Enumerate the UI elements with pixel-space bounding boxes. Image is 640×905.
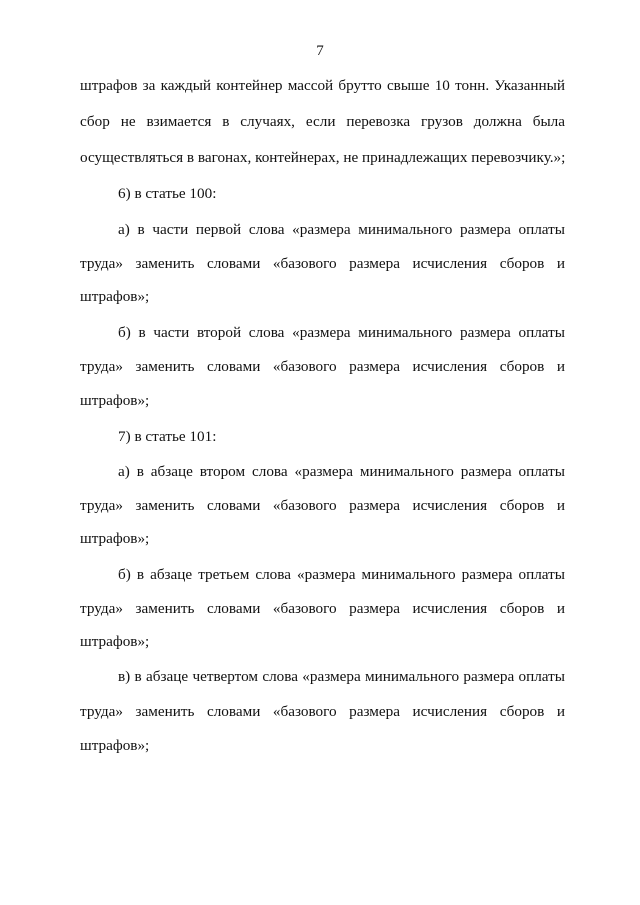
text-line: в) в абзаце четвертом слова «размера минимального размера оплаты (118, 668, 565, 685)
text-line: труда» заменить словами «базового размера исчисления сборов и (80, 600, 565, 617)
text-line: труда» заменить словами «базового размера исчисления сборов и (80, 703, 565, 720)
text-line: труда» заменить словами «базового размера исчисления сборов и (80, 358, 565, 375)
text-line: а) в части первой слова «размера минимального размера оплаты (118, 221, 565, 238)
text-line: штрафов»; (80, 633, 150, 650)
text-line: б) в абзаце третьем слова «размера минимального размера оплаты (118, 566, 565, 583)
text-line: 7) в статье 101: (118, 428, 217, 445)
text-line: штрафов за каждый контейнер массой брутто свыше 10 тонн. Указанный (80, 77, 565, 94)
text-line: штрафов»; (80, 288, 150, 305)
text-line: осуществляться в вагонах, контейнерах, не принадлежащих перевозчику.»; (80, 149, 566, 166)
text-line: труда» заменить словами «базового размера исчисления сборов и (80, 255, 565, 272)
text-line: штрафов»; (80, 530, 150, 547)
text-line: штрафов»; (80, 392, 150, 409)
text-line: сбор не взимается в случаях, если перевозка грузов должна была (80, 113, 565, 130)
text-line: б) в части второй слова «размера минимального размера оплаты (118, 324, 565, 341)
text-line: штрафов»; (80, 737, 150, 754)
text-line: труда» заменить словами «базового размера исчисления сборов и (80, 497, 565, 514)
text-line: 6) в статье 100: (118, 185, 217, 202)
text-line: а) в абзаце втором слова «размера минимального размера оплаты (118, 463, 565, 480)
page-number: 7 (316, 43, 324, 59)
